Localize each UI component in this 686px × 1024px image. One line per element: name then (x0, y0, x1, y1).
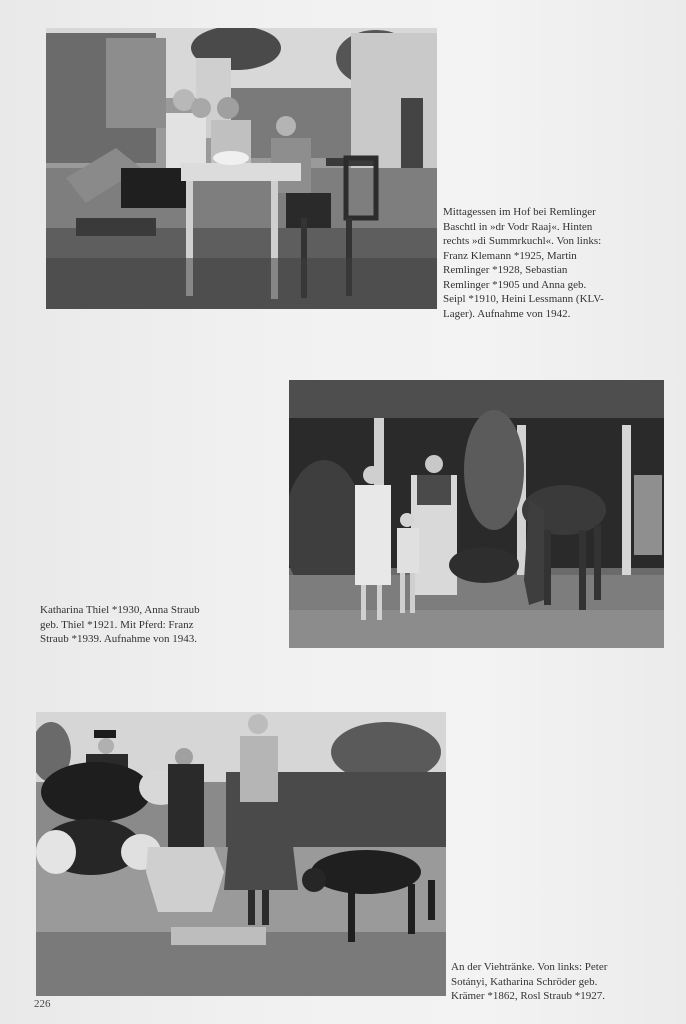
caption-line: Remlinger *1905 und Anna geb. (443, 278, 587, 291)
caption-cattle-trough (451, 960, 607, 1004)
caption-line: Straub *1939. Aufnahme von 1943. (40, 633, 198, 645)
photo-cattle-trough (36, 712, 446, 996)
caption-line: geb. Thiel *1921. Mit Pferd: Franz (40, 618, 194, 631)
page-number: 226 (34, 998, 51, 1010)
caption-line: Katharina Thiel *1930, Anna Straub (40, 604, 200, 616)
photo-horse-family (289, 380, 664, 648)
caption-line: An der Viehtränke. Von links: Peter (451, 961, 608, 973)
caption-line: Krämer *1862, Rosl Straub *1927. (451, 990, 605, 1002)
photo-lunch-courtyard (46, 28, 437, 309)
caption-line: Remlinger *1928, Sebastian (443, 264, 568, 276)
caption-lunch-courtyard (443, 205, 604, 321)
caption-horse-family (40, 603, 200, 647)
caption-line: Sotányi, Katharina Schröder geb. (451, 975, 598, 988)
caption-line: Seipl *1910, Heini Lessmann (KLV- (443, 293, 604, 305)
caption-line: Franz Klemann *1925, Martin (443, 249, 577, 262)
caption-line: Baschtl in »dr Vodr Raaj«. Hinten (443, 220, 593, 233)
photo-cattle-image (36, 712, 446, 996)
photo-lunch-image (46, 28, 437, 309)
photo-horse-image (289, 380, 664, 648)
caption-line: Lager). Aufnahme von 1942. (443, 307, 571, 320)
caption-line: rechts »di Summrkuchl«. Von links: (443, 235, 602, 247)
caption-line: Mittagessen im Hof bei Remlinger (443, 206, 596, 218)
